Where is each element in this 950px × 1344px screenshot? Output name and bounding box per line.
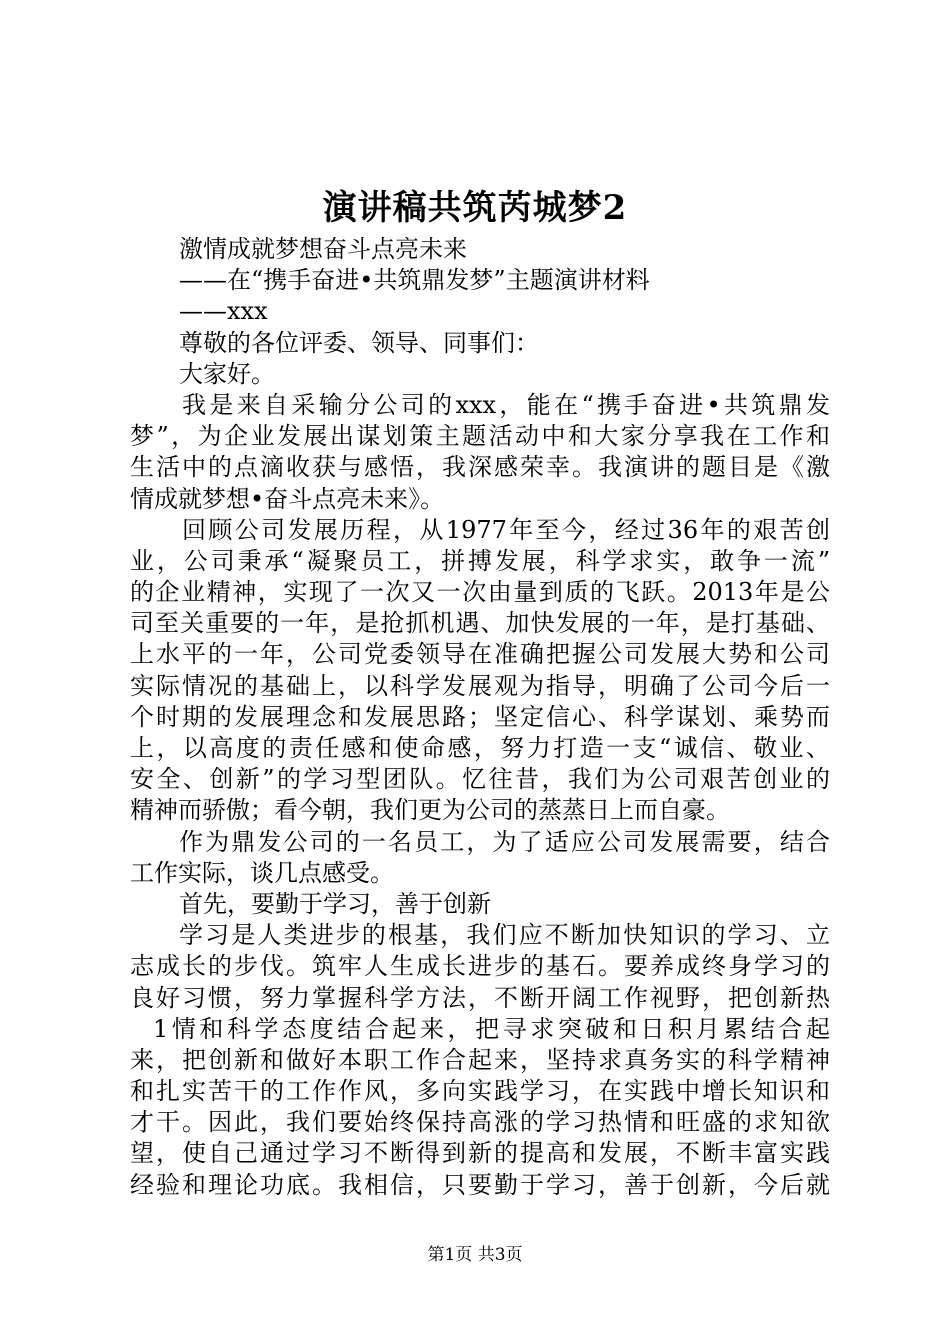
- body-line: 梦”，为企业发展出谋划策主题活动中和大家分享我在工作和: [130, 422, 830, 451]
- body-line: 学习是人类进步的根基，我们应不断加快知识的学习、立: [179, 921, 830, 950]
- body-line: 上，以高度的责任感和使命感，努力打造一支“诚信、敬业、: [130, 734, 830, 762]
- body-line: 实际情况的基础上，以科学发展观为指导，明确了公司今后一: [130, 671, 830, 700]
- body-line: 上水平的一年，公司党委领导在准确把握公司发展大势和公司: [130, 640, 830, 669]
- body-line: 司至关重要的一年，是抢抓机遇、加快发展的一年，是打基础、: [130, 609, 830, 638]
- body-line: 来，把创新和做好本职工作合起来，坚持求真务实的科学精神: [130, 1045, 830, 1074]
- body-line: 我是来自采输分公司的xxx，能在“携手奋进•共筑鼎发: [182, 390, 830, 419]
- body-line: 精神而骄傲；看今朝，我们更为公司的蒸蒸日上而自豪。: [130, 796, 730, 825]
- body-line: 1情和科学态度结合起来，把寻求突破和日积月累结合起: [153, 1014, 830, 1043]
- document-title: 演讲稿共筑芮城梦2: [322, 188, 628, 228]
- body-line: ——在“携手奋进•共筑鼎发梦”主题演讲材料: [179, 266, 650, 295]
- body-line: 志成长的步伐。筑牢人生成长进步的基石。要养成终身学习的: [130, 952, 830, 981]
- body-line: 生活中的点滴收获与感悟，我深感荣幸。我演讲的题目是《激: [130, 453, 830, 482]
- body-line: 激情成就梦想奋斗点亮未来: [179, 235, 467, 263]
- body-line: 和扎实苦干的工作作风，多向实践学习，在实践中增长知识和: [130, 1077, 830, 1106]
- body-line: 经验和理论功底。我相信，只要勤于学习，善于创新，今后就: [130, 1170, 830, 1199]
- page-footer: 第1页 共3页: [427, 1245, 523, 1265]
- body-line: ——xxx: [179, 297, 268, 326]
- body-line: 良好习惯，努力掌握科学方法，不断开阔工作视野，把创新热: [130, 983, 830, 1012]
- body-line: 的企业精神，实现了一次又一次由量到质的飞跃。2013年是公: [130, 578, 830, 607]
- body-line: 业，公司秉承“凝聚员工，拼搏发展，科学求实，敢争一流”: [130, 546, 830, 575]
- body-line: 工作实际，谈几点感受。: [130, 858, 394, 887]
- body-line: 个时期的发展理念和发展思路；坚定信心、科学谋划、乘势而: [130, 702, 830, 731]
- body-line: 安全、创新”的学习型团队。忆往昔，我们为公司艰苦创业的: [130, 765, 830, 794]
- body-line: 首先，要勤于学习，善于创新: [179, 889, 491, 918]
- document-body: [130, 234, 830, 1201]
- body-line: 才干。因此，我们要始终保持高涨的学习热情和旺盛的求知欲: [130, 1108, 830, 1137]
- body-line: 作为鼎发公司的一名员工，为了适应公司发展需要，结合: [179, 827, 830, 856]
- body-line: 尊敬的各位评委、领导、同事们：: [179, 328, 539, 357]
- body-line: 大家好。: [179, 359, 275, 388]
- body-line: 回顾公司发展历程，从1977年至今，经过36年的艰苦创: [182, 515, 830, 544]
- body-line: 望，使自己通过学习不断得到新的提高和发展，不断丰富实践: [130, 1139, 830, 1168]
- body-line: 情成就梦想•奋斗点亮未来》。: [130, 484, 445, 513]
